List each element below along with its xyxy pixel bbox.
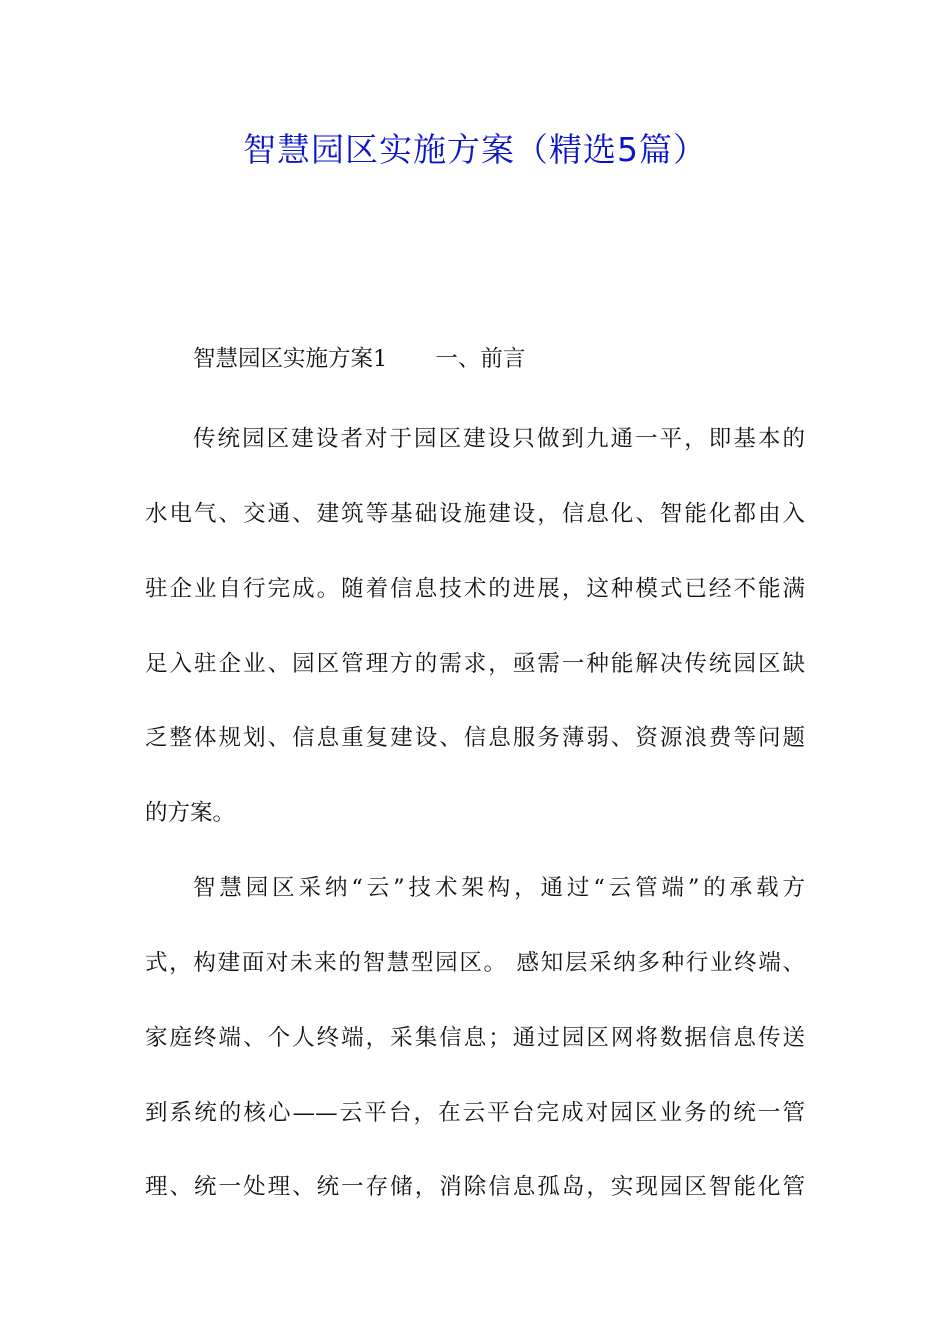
paragraph-line: 到系统的核心——云平台，在云平台完成对园区业务的统一管 [145, 1100, 805, 1126]
paragraph-line: 智慧园区采纳“云”技术架构，通过“云管端”的承载方 [193, 875, 805, 901]
paragraph-line: 水电气、交通、建筑等基础设施建设，信息化、智能化都由入 [145, 501, 805, 527]
section-heading: 智慧园区实施方案1 [193, 346, 388, 372]
section-heading-line [193, 343, 525, 375]
paragraph-line: 足入驻企业、园区管理方的需求，亟需一种能解决传统园区缺 [145, 651, 805, 677]
subsection-heading: 一、前言 [435, 346, 526, 372]
paragraph-line: 驻企业自行完成。随着信息技术的进展，这种模式已经不能满 [145, 576, 805, 602]
paragraph-line: 乏整体规划、信息重复建设、信息服务薄弱、资源浪费等问题 [145, 725, 805, 751]
paragraph-line: 家庭终端、个人终端，采集信息；通过园区网将数据信息传送 [145, 1025, 805, 1051]
paragraph-line: 的方案。 [145, 800, 236, 826]
document-title: 智慧园区实施方案（精选5篇） [243, 130, 707, 169]
paragraph-line: 式，构建面对未来的智慧型园区。 感知层采纳多种行业终端、 [145, 950, 805, 976]
paragraph-line: 理、统一处理、统一存储，消除信息孤岛，实现园区智能化管 [145, 1174, 805, 1200]
paragraph-line: 传统园区建设者对于园区建设只做到九通一平，即基本的 [193, 426, 805, 452]
